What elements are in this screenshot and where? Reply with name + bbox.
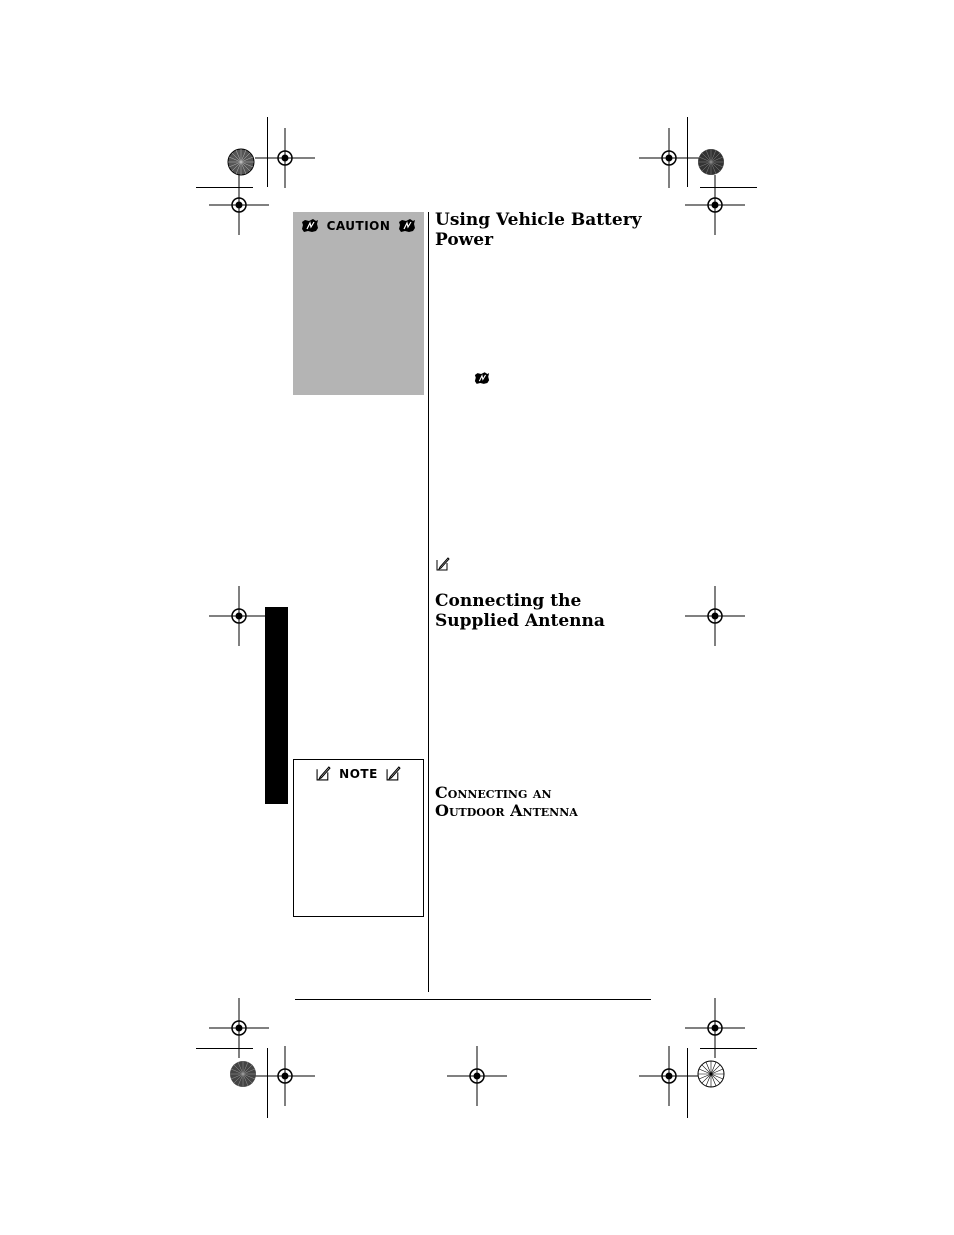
registration-mark-icon [685, 175, 745, 235]
note-icon [386, 766, 401, 781]
caution-panel [293, 212, 424, 395]
caution-icon [398, 219, 416, 233]
note-icon [436, 557, 450, 571]
column-divider [428, 212, 429, 992]
caution-header [293, 218, 424, 233]
note-label: NOTE [339, 766, 378, 781]
heading-outdoor-antenna: Connecting an Outdoor Antenna [435, 783, 578, 820]
registration-mark-icon [209, 175, 269, 235]
heading-supplied-antenna: Connecting the Supplied Antenna [435, 591, 605, 631]
registration-disc-icon [227, 148, 255, 176]
heading-vehicle-battery: Using Vehicle Battery Power [435, 210, 642, 250]
note-panel [293, 759, 424, 917]
note-header [294, 766, 423, 781]
registration-mark-icon [447, 1046, 507, 1106]
registration-mark-icon [685, 586, 745, 646]
section-tab [265, 607, 288, 804]
caution-label: CAUTION [326, 218, 391, 233]
registration-disc-icon [697, 1060, 725, 1088]
registration-mark-icon [639, 1046, 699, 1106]
caution-icon [474, 372, 490, 385]
caution-icon [301, 219, 319, 233]
registration-disc-icon [229, 1060, 257, 1088]
registration-mark-icon [209, 586, 269, 646]
registration-disc-icon [697, 148, 725, 176]
registration-mark-icon [255, 1046, 315, 1106]
note-icon [316, 766, 331, 781]
footer-rule [295, 999, 651, 1000]
